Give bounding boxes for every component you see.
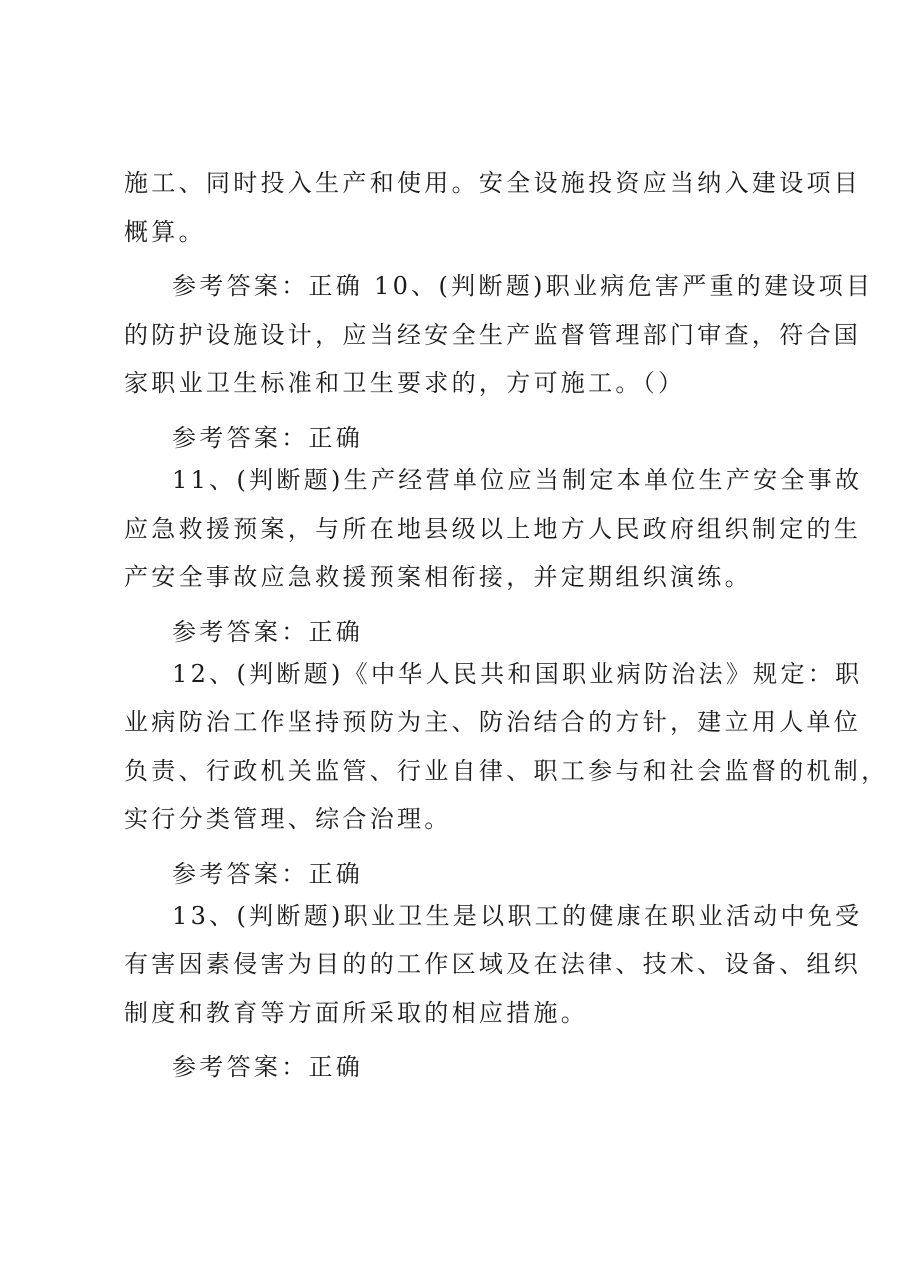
text-line: 负责、行政机关监管、行业自律、职工参与和社会监督的机制， [124,757,889,785]
answer-line: 参考答案：正确 10、(判断题)职业病危害严重的建设项目 [172,272,874,300]
text-line: 家职业卫生标准和卫生要求的，方可施工。（） [124,369,686,397]
question-line: 12、(判断题)《中华人民共和国职业病防治法》规定：职 [172,660,863,688]
question-line: 11、(判断题)生产经营单位应当制定本单位生产安全事故 [172,466,863,494]
text-line: 的防护设施设计，应当经安全生产监督管理部门审查，符合国 [124,321,862,349]
text-line: 产安全事故应急救援预案相衔接，并定期组织演练。 [124,563,752,591]
answer-line: 参考答案：正确 [172,618,364,646]
text-line: 概算。 [124,218,206,246]
text-line: 施工、同时投入生产和使用。安全设施投资应当纳入建设项目 [124,169,862,197]
text-line: 制度和教育等方面所采取的相应措施。 [124,999,589,1027]
answer-line: 参考答案：正确 [172,1053,364,1081]
question-line: 13、(判断题)职业卫生是以职工的健康在职业活动中免受 [172,902,863,930]
text-line: 有害因素侵害为目的的工作区域及在法律、技术、设备、组织 [124,950,862,978]
text-line: 业病防治工作坚持预防为主、防治结合的方针，建立用人单位 [124,708,862,736]
answer-line: 参考答案：正确 [172,860,364,888]
answer-line: 参考答案：正确 [172,424,364,452]
text-line: 实行分类管理、综合治理。 [124,805,452,833]
text-line: 应急救援预案，与所在地县级以上地方人民政府组织制定的生 [124,515,862,543]
